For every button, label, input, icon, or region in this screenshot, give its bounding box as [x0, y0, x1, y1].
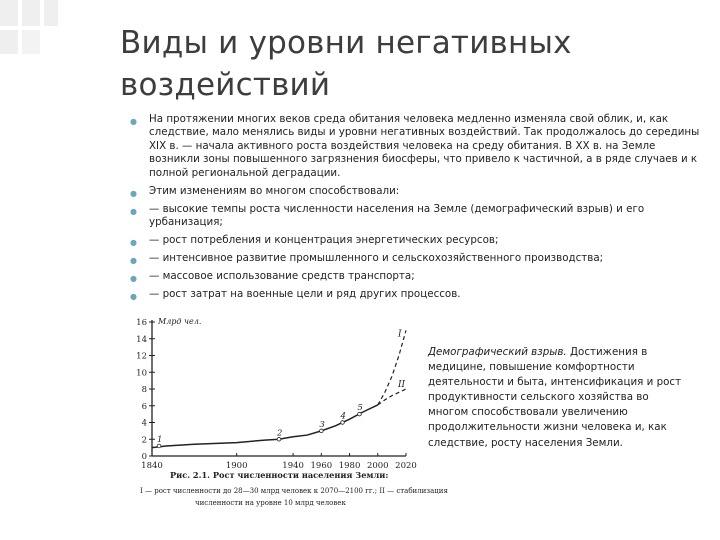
y-tick-label: 14 [136, 334, 147, 345]
caption-text: Достижения в медицине, повышение комфортности деятельности и быта, интенсификация и рост продуктивности сельского хозяйства во многом способствовали увеличению продолжительности жизни человека и, как следствие, росту населения Земли. [428, 346, 682, 449]
bullet-item [130, 185, 700, 198]
point-label: 3 [319, 419, 325, 430]
title-line-2: воздействий [120, 67, 331, 103]
bullet-icon: ● [130, 238, 137, 248]
bullet-item [130, 252, 700, 265]
x-tick-label: 1940 [282, 461, 304, 471]
series-label: I [398, 329, 402, 340]
series-label: II [398, 380, 406, 390]
bullet-item [130, 234, 700, 247]
point-label: 2 [277, 428, 283, 439]
population-chart [136, 312, 448, 537]
y-tick-label: 0 [141, 452, 147, 462]
demographic-caption [428, 345, 690, 451]
point-label: 4 [340, 411, 346, 422]
x-tick-label: 1900 [225, 461, 248, 471]
bullet-icon: ● [130, 274, 137, 284]
caption-lead: Демографический взрыв. [428, 346, 567, 358]
series-line-I [378, 330, 406, 405]
bullet-item [130, 113, 700, 180]
title-line-1: Виды и уровни негативных [120, 25, 572, 61]
y-tick-label: 10 [136, 368, 147, 379]
y-tick-label: 2 [141, 435, 147, 446]
bullet-text: — рост потребления и концентрация энергетических ресурсов; [149, 234, 499, 247]
figure-caption-title: Рис. 2.1. Рост численности населения Земли: [170, 470, 389, 480]
bullet-text: — рост затрат на военные цели и ряд других процессов. [149, 288, 461, 301]
point-label: 1 [157, 434, 163, 445]
x-tick-label: 1840 [141, 461, 163, 471]
bullet-icon: ● [130, 206, 137, 216]
bullet-text: — массовое использование средств транспорта; [149, 270, 415, 283]
bullet-list [130, 113, 700, 306]
y-tick-label: 8 [141, 385, 147, 395]
bullet-icon: ● [130, 188, 137, 198]
bullet-icon: ● [130, 292, 137, 302]
x-tick-label: 2020 [395, 461, 417, 471]
bullet-item [130, 270, 700, 283]
y-tick-label: 6 [141, 401, 147, 412]
bullet-icon: ● [130, 256, 137, 266]
x-tick-label: 2000 [366, 461, 389, 471]
bullet-item [130, 288, 700, 301]
bullet-text: — интенсивное развитие промышленного и сельскохозяйственного производства; [149, 252, 604, 265]
x-tick-label: 1980 [338, 461, 361, 471]
corner-decoration [0, 0, 90, 70]
bullet-text: Этим изменениям во многом способствовали: [149, 184, 400, 197]
figure-caption-legend: I — рост численности до 28—30 млрд человек к 2070—2100 гг.; II — стабилизация численности на уровне 10 млрд человек [140, 487, 448, 507]
point-label: 5 [357, 403, 363, 414]
y-tick-label: 4 [141, 418, 147, 429]
y-tick-label: 16 [136, 318, 147, 328]
bullet-icon: ● [130, 117, 137, 126]
y-axis-label: Млрд чел. [158, 317, 202, 326]
x-tick-label: 1960 [310, 461, 333, 471]
bullet-text: — высокие темпы роста численности населения на Земле (демографический взрыв) и его урбанизация; [149, 202, 645, 229]
bullet-item [130, 203, 700, 230]
bullet-text: На протяжении многих веков среда обитания человека медленно изменяла свой облик, и, как следствие, мало менялись виды и уровни негативных воздействий. Так продолжалось до середины XIX в. — начала активного роста воздействия человека на среду обитания. В XX в. на Земле возникли зоны повышенного загрязнения биосферы, что привело к частичной, а в ряде случаев и к полной региональной деградации. [149, 113, 700, 179]
slide-title [120, 22, 572, 106]
y-tick-label: 12 [136, 351, 147, 362]
